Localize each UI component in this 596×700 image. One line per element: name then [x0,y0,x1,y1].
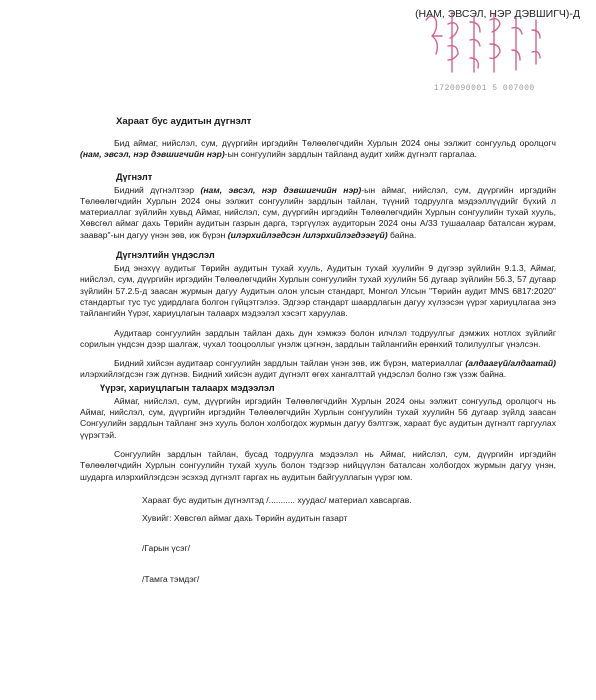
signature-placeholder: /Гарын үсэг/ [142,542,191,553]
audit-report-body [80,116,556,605]
basis-paragraph-2: Аудитаар сонгуулийн зардлын тайлан дахь дүн хэмжээ болон илчлэл тодруулгыг дэмжих нотлох зүйлийг сорилын үндсэн дээр шалгаж, чухал тооцооллыг үнэлж цэгнэн, зардлын тайлангийн ерөнхий толилуулгыг үнэлсэн. [80,327,556,349]
signature-block [142,543,556,586]
footer-notes [142,495,556,525]
opinion-paragraph: Бидний дүгнэлтээр (нам, эвсэл, нэр дэвшигчийн нэр)-ын аймаг, нийслэл, сум, дүүргийн иргэдийн Төлөөлөгчдийн Хурлын 2024 оны ээлжит сонгуулийн зардлын тайлан, түүний тодруулга мэдээллүүдийг бүхий л материаллаг зүйлийн хувьд Аймаг, нийслэл, сум, дүүргийн иргэдийн Төлөөлөгчдийн Хурлын сонгуулийн тухай хууль, Хөвсгөл аймаг дахь Төрийн аудитын газрын дарга, тэргүүлэх аудиторын 2024 оны А/33 тушаалаар баталсан журам, заавар"-ын дагуу үнэн зөв, иж бүрэн (илэрхийлэгдсэн /илэрхийлэгдээгүй) байна. [80,184,557,240]
copy-recipient: Хувийг: Хөвсгөл аймаг дахь Төрийн аудитын газарт [142,513,348,524]
attachment-note: Хараат бус аудитын дүгнэлтэд /........... хуудас/ материал хавсаргав. [142,494,412,505]
addressee-line: (НАМ, ЭВСЭЛ, НЭР ДЭВШИГЧ)-Д [415,8,580,20]
basis-paragraph-1: Бид энэхүү аудитыг Төрийн аудитын тухай хууль, Аудитын тухай хуулийн 9 дүгээр зүйлийн 9.1.3, Аймаг, нийслэл, сум, дүүргийн иргэдийн Төлөөлөгчдийн Хурлын сонгуулийн тухай хуулийн 56 дугаар зүйлийн 56.3, 57 дугаар зүйлийн 57.2.5-д заасан журмын дагуу Аудитын олон улсын стандарт, Монгол Улсын "Төрийн аудит MNS 6817:2020" стандартыг тус тус удирдлага болгон гүйцэтгэлээ. Эдгээр стандарт шаардлагын дагуу хүлээсэн үүрэг хариуцлагаа энэ тайлангийн Үүрэг, хариуцлагын талаарх мэдээлэл хэсэгт харуулав. [80,263,556,319]
responsibility-paragraph-2: Сонгуулийн зардлын тайлан, бусад тодруулга мэдээлэл нь Аймаг, нийслэл, сум, дүүргийн иргэдийн Төлөөлөгчдийн Хурлын сонгуулийн тухай хууль болон тэдгээр нийцүүлэн баталсан холбогдох журмын дагуу үнэн, шударга илэрхийлэгдсэн эсэхэд дүгнэлт гаргах нь аудитын байгууллагын үүрэг юм. [80,448,556,482]
stamp-number: 1720090001 5 007000 [434,84,535,93]
seal-placeholder: /Тамга тэмдэг/ [142,574,200,585]
responsibility-paragraph-1: Аймаг, нийслэл, сум, дүүргийн иргэдийн Төлөөлөгчдийн Хурлын 2024 оны ээлжит сонгуульд оролцогч нь Аймаг, нийслэл, сум, дүүргийн иргэдийн Төлөөлөгчдийн Хурлын сонгуулийн тухай хуулийн 56 дугаар зүйлд заасан Сонгуулийн зардлын тайланг энэ хууль болон холбогдох журмын дагуу бэлтгэж, хараат бус аудитын дүгнэлт гаргуулах үүрэгтэй. [80,395,556,440]
report-title: Хараат бус аудитын дүгнэлт [116,116,252,127]
responsibility-heading: Үүрэг, хариуцлагын талаарх мэдээлэл [100,382,275,393]
opinion-heading: Дүгнэлт [116,171,153,182]
basis-paragraph-3: Бидний хийсэн аудитаар сонгуулийн зардлын тайлан үнэн зөв, иж бүрэн, материаллаг (алдаагүй/алдаатай) илэрхийлэгдсэн гэж дүгнэв. Бидний хийсэн аудит дүгнэлт өгөх хангалттай үндэслэл болно гэж үзэж байна. [80,358,556,380]
basis-heading: Дүгнэлтийн үндэслэл [116,250,215,261]
intro-paragraph: Бид аймаг, нийслэл, сум, дүүргийн иргэдийн Төлөөлөгчдийн Хурлын 2024 оны ээлжит сонгуульд оролцогч (нам, эвсэл, нэр дэвшигчийн нэр)-ын сонгуулийн зардлын тайланд аудит хийж дүгнэлт гаргалаа. [80,138,556,160]
